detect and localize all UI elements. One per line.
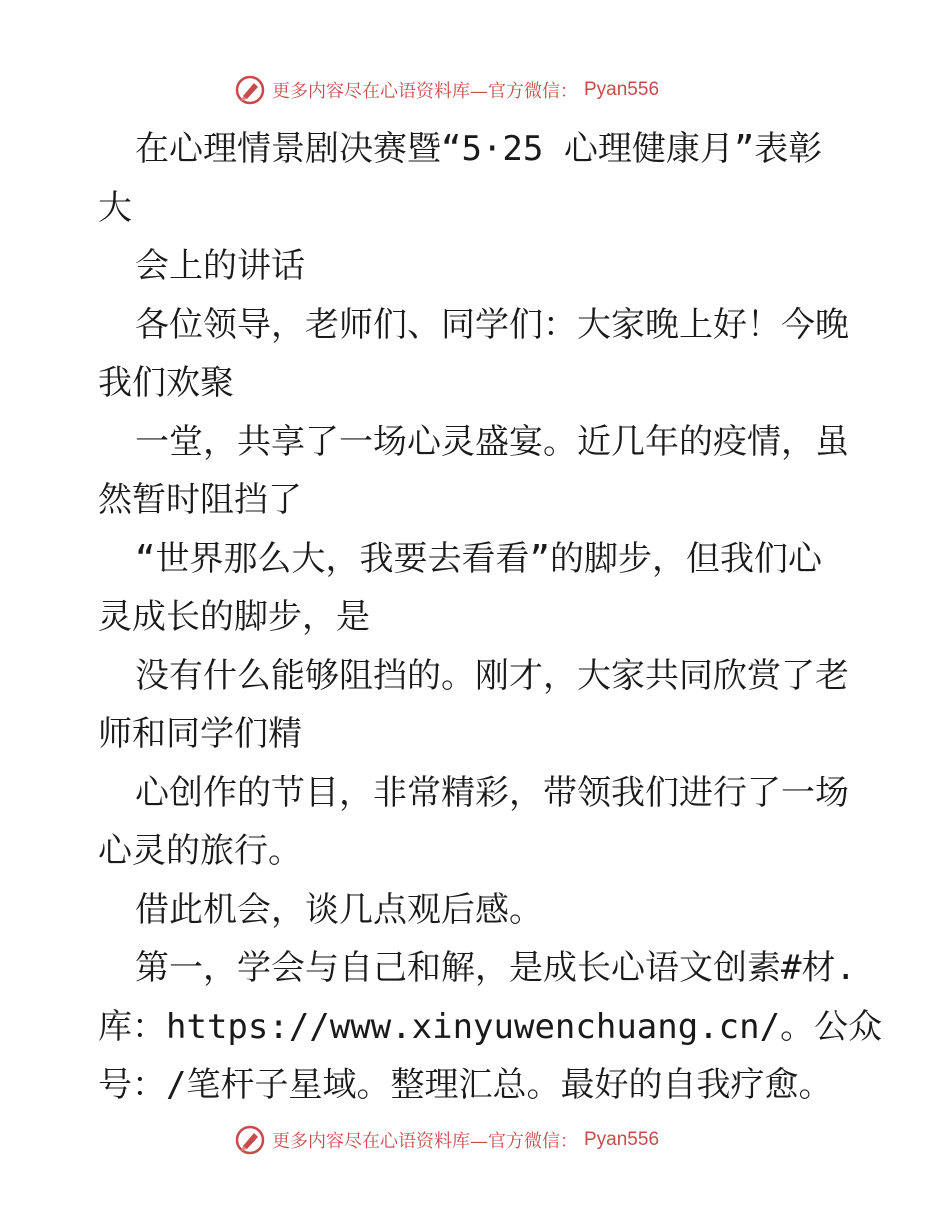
text-line: 灵成长的脚步，是	[98, 597, 370, 637]
text-line: 心灵的旅行。	[98, 831, 302, 871]
text-line: 号：/笔杆子星域。整理汇总。最好的自我疗愈。	[98, 1065, 833, 1105]
text-line: 大	[98, 187, 132, 228]
text-line: 心创作的节目，非常精彩，带领我们进行了一场	[135, 772, 849, 813]
watermark-wechat-id: Pyan556	[584, 79, 660, 100]
text-line: 会上的讲话	[135, 246, 305, 286]
header-watermark	[234, 73, 659, 107]
text-line: 第一，学会与自己和解，是成长心语文创素#材.	[135, 948, 856, 988]
text-line: 然暂时阻挡了	[98, 480, 302, 520]
text-line: 没有什么能够阻挡的。刚才，大家共同欣赏了老	[135, 655, 849, 696]
pen-logo-icon	[234, 74, 266, 106]
text-line: 在心理情景剧决赛暨“5·25 心理健康月”表彰	[135, 129, 823, 169]
watermark-text: 更多内容尽在心语资料库—官方微信：	[272, 81, 578, 102]
text-line: 师和同学们精	[98, 714, 302, 754]
text-line: 库：https://www.xinyuwenchuang.cn/。公众	[98, 1006, 883, 1047]
text-line: 一堂，共享了一场心灵盛宴。近几年的疫情，虽	[135, 421, 849, 462]
watermark-text: 更多内容尽在心语资料库—官方微信：	[272, 1131, 578, 1152]
watermark-wechat-id: Pyan556	[584, 1129, 660, 1150]
pen-logo-icon	[234, 1124, 266, 1156]
text-line: “世界那么大，我要去看看”的脚步，但我们心	[135, 538, 822, 579]
document-body	[98, 120, 883, 1115]
footer-watermark	[234, 1123, 659, 1157]
text-line: 各位领导，老师们、同学们：大家晚上好！今晚	[135, 304, 849, 345]
text-line: 借此机会，谈几点观后感。	[135, 889, 543, 930]
text-line: 我们欢聚	[98, 363, 234, 403]
